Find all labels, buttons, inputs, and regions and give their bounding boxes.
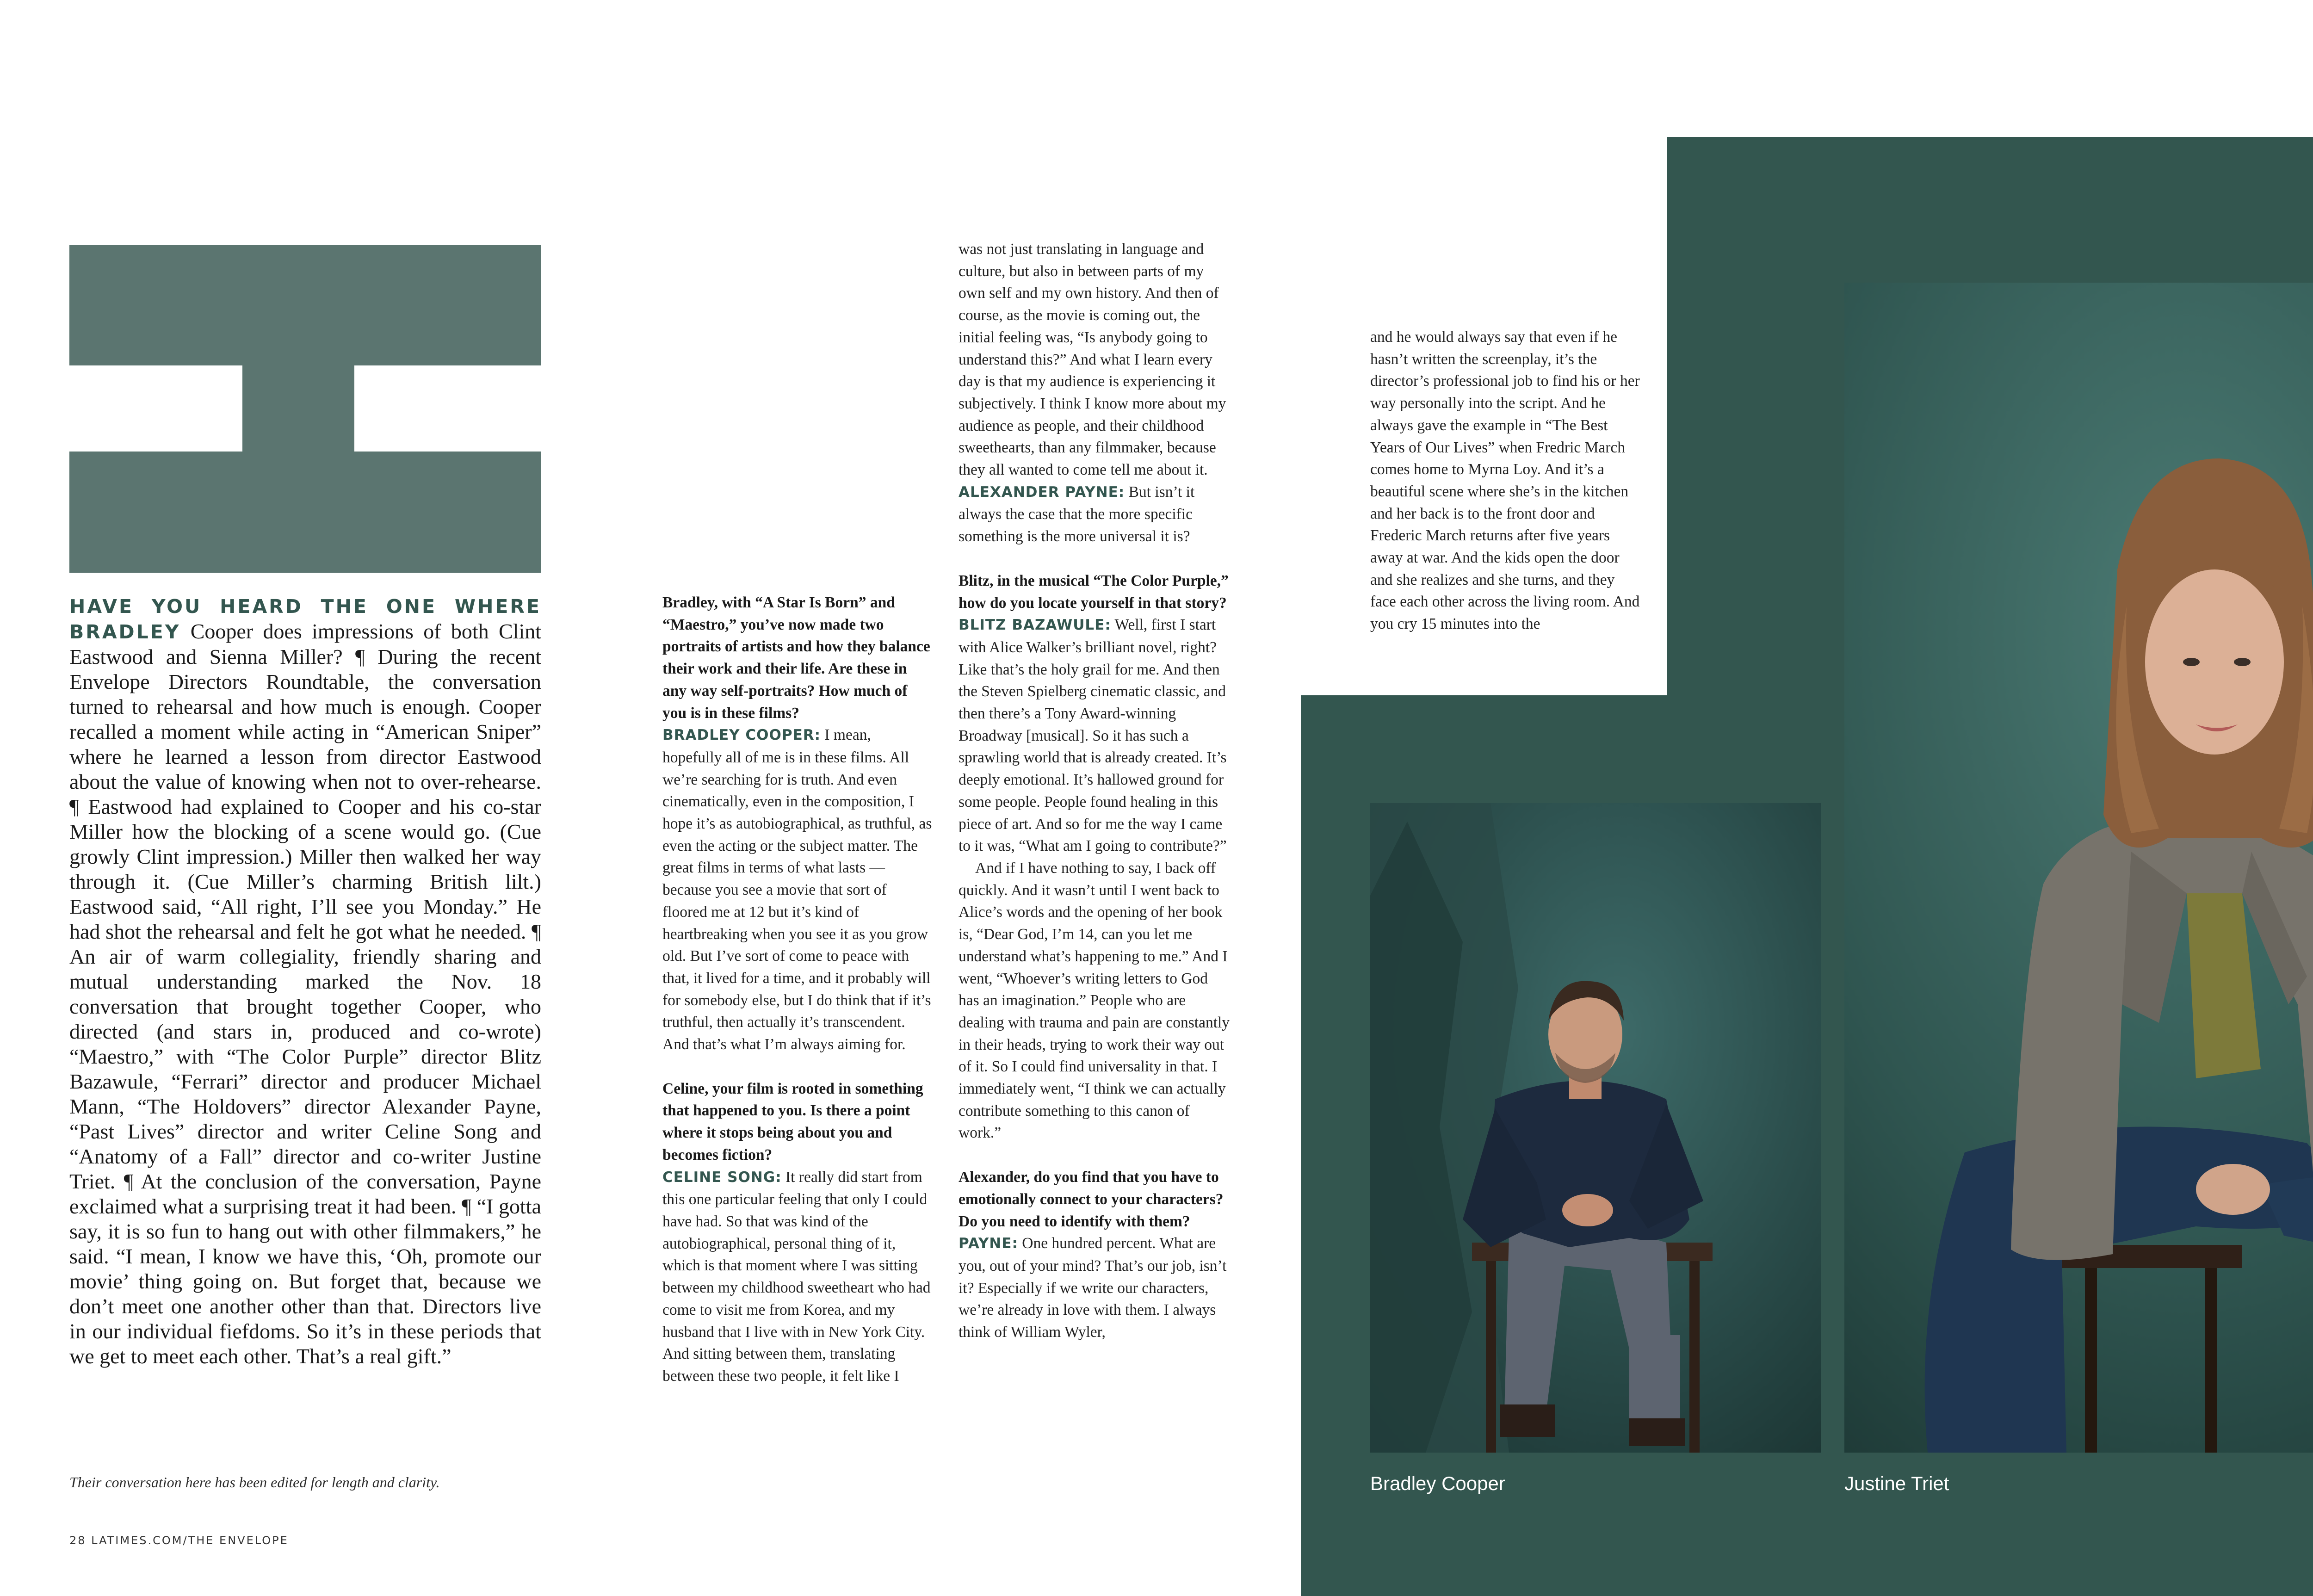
- speaker-label: BLITZ BAZAWULE:: [959, 617, 1111, 634]
- answer: was not just translating in language and culture, but also in between parts of my own self and my own history. And then of course, as the movie is coming out, the initial feeling was, “Is anybody going to understand this?” And what I learn every day is that my audience is experiencing it subjectively. I think I know more about my audience as people, and their childhood sweethearts, than any filmmaker, because they all wanted to come tell me about it.: [959, 241, 1226, 479]
- question: Bradley, with “A Star Is Born” and “Maestro,” you’ve now made two portraits of artists and how they balance their work and their life. Are these in any way self-portraits? How much of you is in these films?: [662, 594, 930, 722]
- answer: Well, first I start with Alice Walker’s brilliant novel, right? Like that’s the holy grail for me. And then the Steven Spielberg cinematic classic, and then there’s a Tony Award-winning Broadway [musical]. So it has such a sprawling world that is already created. It’s deeply emotional. It’s hallowed ground for some people. People found healing in this piece of art. And so for me the way I came to it was, “What am I going to contribute?”: [959, 616, 1227, 855]
- answer: It really did start from this one particular feeling that only I could have had. So that was kind of the autobiographical, personal thing of it, which is that moment where I was sitting between my childhood sweetheart who had come to visit me from Korea, and my husband that I live with in New York City. And sitting between them, translating between these two people, it felt like I: [662, 1168, 931, 1385]
- intro-lead: HAVE YOU HEARD THE ONE WHERE BRADLEY: [69, 595, 541, 643]
- intro-body: Cooper does impressions of both Clint Eastwood and Sienna Miller? ¶ During the recent Envelope Directors Roundtable, the conversation turned to rehearsal and how much is enough. Cooper recalled a moment while acting in “American Sniper” where he learned a lesson from director Eastwood about the value of knowing when not to over-rehearse. ¶ Eastwood had explained to Cooper and his co-star Miller how the blocking of a scene would go. (Cue growly Clint impression.) Miller then walked her way through it. (Cue Miller’s charming British lilt.) Eastwood said, “All right, I’ll see you Monday.” He had shot the rehearsal and felt he got what he needed. ¶ An air of warm collegiality, friendly sharing and mutual understanding marked the Nov. 18 conversation that brought together Cooper, who directed (and stars in, produced and co-wrote) “Maestro,” with “The Color Purple” director Blitz Bazawule, “Ferrari” director and producer Michael Mann, “The Holdovers” director Alexander Payne, “Past Lives” director and writer Celine Song and “Anatomy of a Fall” director and co-writer Justine Triet. ¶ At the conclusion of the conversation, Payne exclaimed what a surprising treat it had been. ¶ “I gotta say, it is so fun to hang out with other filmmakers,” he said. “I mean, I know we have this, ‘Oh, promote our movie’ thing going on. But forget that, because we don’t meet one another other than that. Directors live in our individual fiefdoms. So it’s in these periods that we get to meet each other. That’s a real gift.”: [69, 619, 542, 1368]
- editor-note: Their conversation here has been edited for length and clarity.: [69, 1474, 440, 1491]
- speaker-label: ALEXANDER PAYNE:: [959, 483, 1125, 501]
- interview-column-1: [662, 592, 933, 1387]
- interview-column-3: [1370, 326, 1643, 635]
- speaker-label: CELINE SONG:: [662, 1169, 782, 1186]
- answer: I mean, hopefully all of me is in these films. All we’re searching for is truth. And even cinematically, even in the composition, I hope it’s as autobiographical, as truthful, as even the acting or the subject matter. The great films in terms of what lasts — because you see a movie that sort of floored me at 12 but it’s kind of heartbreaking when you see it as you grow old. But I’ve sort of come to peace with that, it lived for a time, and it probably will for somebody else, but I do think that if it’s truthful, then actually it’s transcendent. And that’s what I’m always aiming for.: [662, 726, 932, 1053]
- answer: and he would always say that even if he hasn’t written the screenplay, it’s the director’s professional job to find his or her way personally into the script. And he always gave the example in “The Best Years of Our Lives” when Fredric March comes home to Myrna Loy. And it’s a beautiful scene where she’s in the kitchen and her back is to the front door and Frederic March returns after five years away at war. And the kids open the door and she realizes and she turns, and they face each other across the living room. And you cry 15 minutes into the: [1370, 328, 1640, 633]
- speaker-label: BRADLEY COOPER:: [662, 727, 821, 744]
- question: Blitz, in the musical “The Color Purple,” how do you locate yourself in that story?: [959, 572, 1229, 612]
- answer: And if I have nothing to say, I back off quickly. And it wasn’t until I went back to Alice’s words and the opening of her book is, “Dear God, I’m 14, can you let me understand what’s happening to me.” And I went, “Whoever’s writing letters to God has an imagination.” People who are dealing with trauma and pain are constantly in their heads, trying to work their way out of it. So I could find universality in that. I immediately went, “I think we can actually contribute something to this canon of work.”: [959, 859, 1230, 1142]
- answer: But isn’t it always the case that the more specific something is the more universal it is?: [959, 483, 1195, 545]
- drop-letter-graphic: [69, 245, 541, 573]
- photo-caption-bradley-cooper: Bradley Cooper: [1370, 1472, 1505, 1494]
- photo-bradley-cooper: [1370, 803, 1821, 1453]
- question: Celine, your film is rooted in something that happened to you. Is there a point where it stops being about you and becomes fiction?: [662, 1080, 923, 1163]
- page-folio: 28 LATIMES.COM/THE ENVELOPE: [69, 1534, 289, 1547]
- photo-caption-justine-triet: Justine Triet: [1844, 1472, 1949, 1494]
- interview-column-2: [959, 238, 1231, 1343]
- question: Alexander, do you find that you have to emotionally connect to your characters? Do you need to identify with them?: [959, 1169, 1224, 1230]
- speaker-label: PAYNE:: [959, 1235, 1018, 1252]
- intro-text: [69, 594, 541, 1369]
- photo-justine-triet: [1844, 283, 2313, 1453]
- answer: One hundred percent. What are you, out of your mind? That’s our job, isn’t it? Especially if we write our characters, we’re already in love with them. I always think of William Wyler,: [959, 1235, 1227, 1341]
